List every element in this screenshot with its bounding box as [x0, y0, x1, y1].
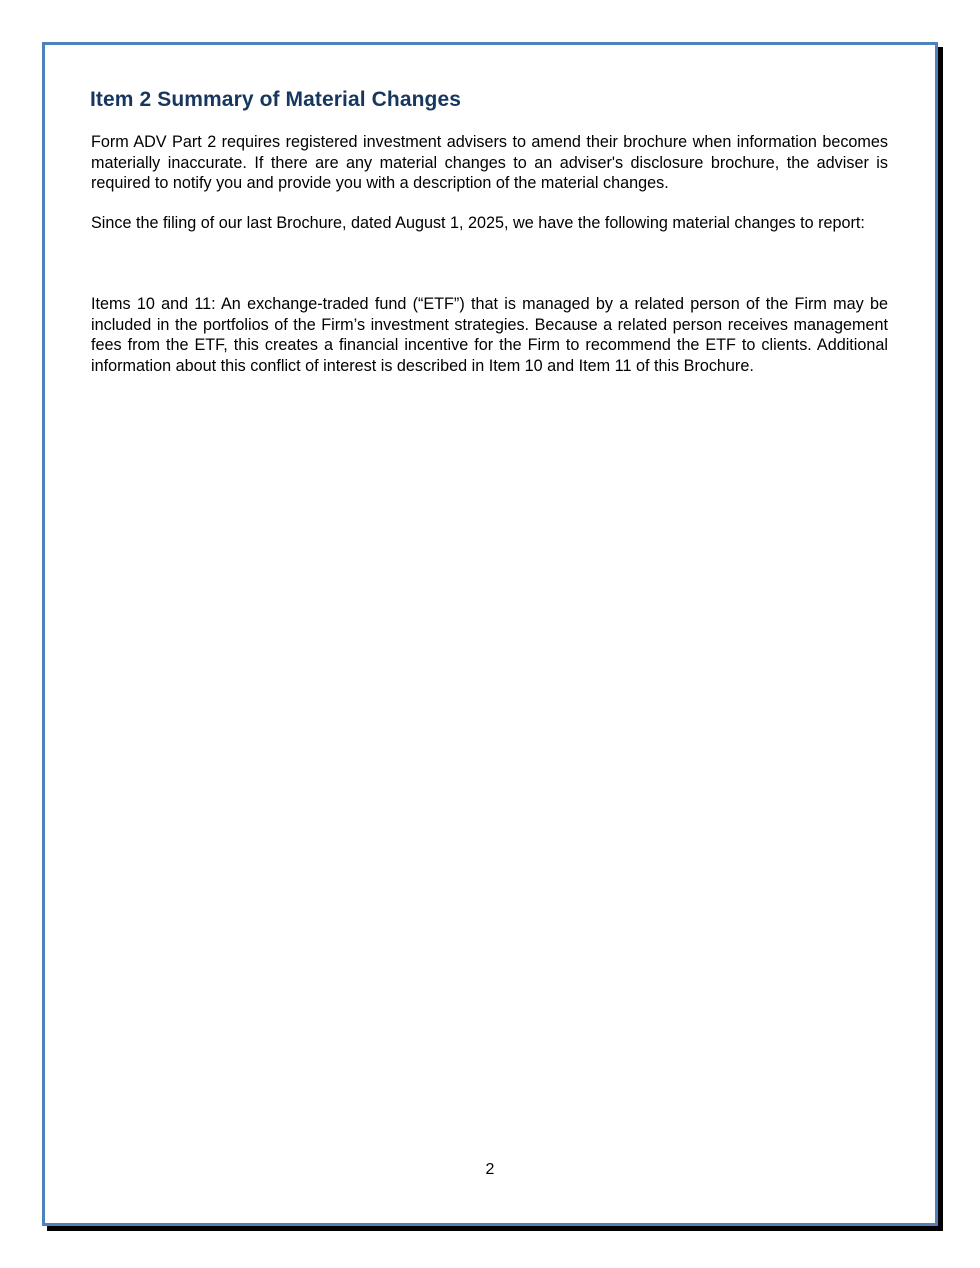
section-heading: Item 2 Summary of Material Changes — [90, 88, 462, 111]
paragraph-items-10-11-change: Items 10 and 11: An exchange-traded fund (“ETF”) that is managed by a related person of the Firm may be included in the portfolios of the Firm’s investment strategies. Because a related person receives management fees from the ETF, this creates a financial incentive for the Firm to recommend the ETF to clients. Additional information about this conflict of interest is described in Item 10 and Item 11 of this Brochure. — [91, 295, 888, 375]
page-number: 2 — [485, 1161, 495, 1178]
paragraph-since-last-brochure: Since the filing of our last Brochure, dated August 1, 2025, we have the following material changes to report: — [91, 214, 865, 232]
page-frame — [42, 42, 938, 1226]
paragraph-form-adv-requirement: Form ADV Part 2 requires registered investment advisers to amend their brochure when information becomes materially inaccurate. If there are any material changes to an adviser's disclosure brochure, the adviser is required to notify you and provide you with a description of the material changes. — [91, 133, 888, 192]
